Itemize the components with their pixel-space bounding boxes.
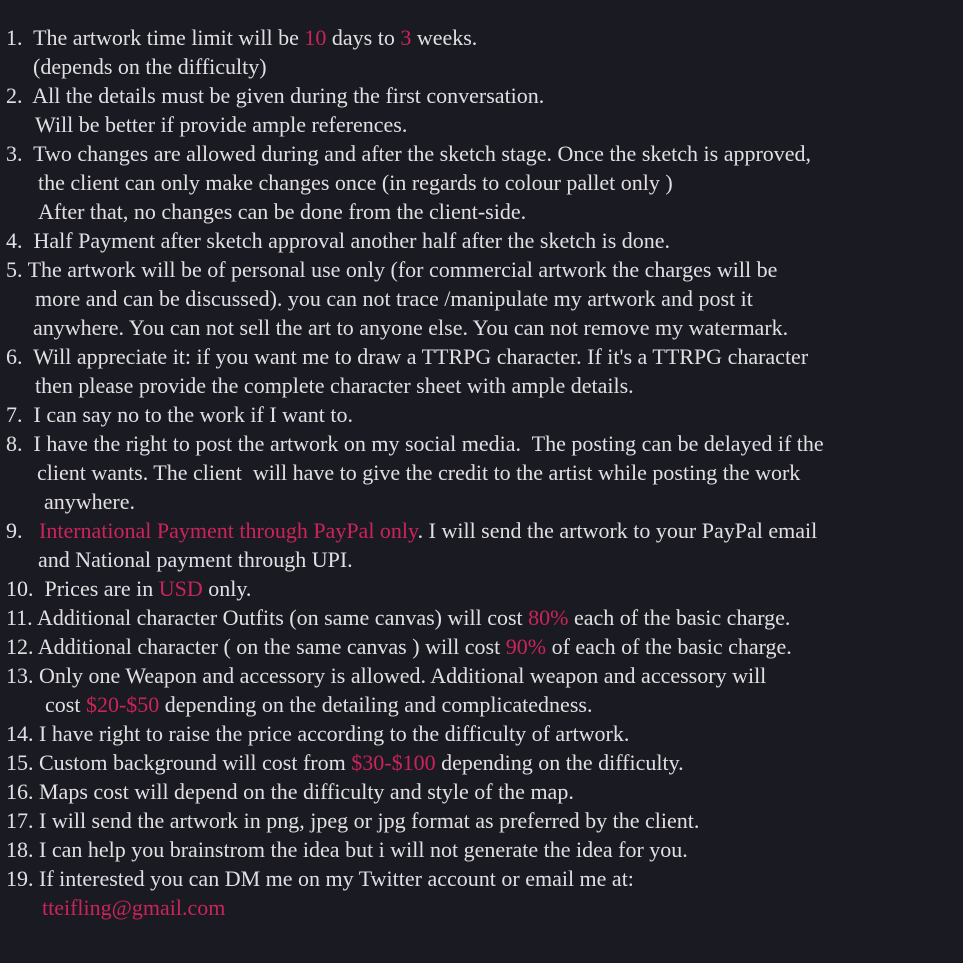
terms-line: [0, 23, 963, 52]
highlighted-text: International Payment through PayPal only: [39, 518, 418, 543]
text-segment: 16. Maps cost will depend on the difficulty and style of the map.: [6, 779, 574, 804]
terms-line: [0, 168, 963, 197]
terms-line: [0, 661, 963, 690]
text-segment: 14. I have right to raise the price according to the difficulty of artwork.: [6, 721, 630, 746]
email-address: tteifling@gmail.com: [42, 895, 226, 920]
terms-line: [0, 284, 963, 313]
terms-line: [0, 806, 963, 835]
terms-line: [0, 690, 963, 719]
terms-line: [0, 893, 963, 922]
text-segment: client wants. The client will have to give the credit to the artist while posting the work: [37, 460, 801, 485]
text-segment: of each of the basic charge.: [546, 634, 792, 659]
text-segment: 1. The artwork time limit will be: [6, 25, 305, 50]
text-segment: anywhere.: [44, 489, 136, 514]
terms-line: [0, 458, 963, 487]
terms-line: [0, 110, 963, 139]
text-segment: . I will send the artwork to your PayPal email: [417, 518, 818, 543]
text-segment: Will be better if provide ample references.: [35, 112, 408, 137]
text-segment: only.: [202, 576, 252, 601]
terms-line: [0, 313, 963, 342]
terms-line: [0, 719, 963, 748]
text-segment: 11. Additional character Outfits (on same canvas) will cost: [6, 605, 529, 630]
text-segment: depending on the difficulty.: [435, 750, 684, 775]
text-segment: depending on the detailing and complicatedness.: [159, 692, 593, 717]
text-segment: 5. The artwork will be of personal use only (for commercial artwork the charges will be: [6, 257, 778, 282]
text-segment: 9.: [6, 518, 39, 543]
terms-line: [0, 52, 963, 81]
terms-line: [0, 516, 963, 545]
text-segment: After that, no changes can be done from the client-side.: [38, 199, 527, 224]
terms-line: [0, 545, 963, 574]
text-segment: 12. Additional character ( on the same canvas ) will cost: [6, 634, 506, 659]
text-segment: 7. I can say no to the work if I want to.: [6, 402, 354, 427]
text-segment: then please provide the complete character sheet with ample details.: [35, 373, 634, 398]
text-segment: 2. All the details must be given during the first conversation.: [6, 83, 545, 108]
text-segment: more and can be discussed). you can not trace /manipulate my artwork and post it: [35, 286, 753, 311]
text-segment: (depends on the difficulty): [33, 54, 267, 79]
text-segment: and National payment through UPI.: [38, 547, 353, 572]
terms-list: [0, 23, 963, 922]
terms-line: [0, 81, 963, 110]
terms-line: [0, 864, 963, 893]
terms-line: [0, 632, 963, 661]
text-segment: 18. I can help you brainstrom the idea but i will not generate the idea for you.: [6, 837, 688, 862]
text-segment: weeks.: [411, 25, 478, 50]
terms-line: [0, 574, 963, 603]
text-segment: each of the basic charge.: [568, 605, 791, 630]
text-segment: 8. I have the right to post the artwork on my social media. The posting can be delayed if the: [6, 431, 824, 456]
terms-line: [0, 197, 963, 226]
text-segment: 17. I will send the artwork in png, jpeg or jpg format as preferred by the client.: [6, 808, 700, 833]
terms-line: [0, 371, 963, 400]
text-segment: 13. Only one Weapon and accessory is allowed. Additional weapon and accessory will: [6, 663, 767, 688]
terms-line: [0, 777, 963, 806]
highlighted-text: $30-$100: [351, 750, 436, 775]
terms-line: [0, 487, 963, 516]
text-segment: cost: [45, 692, 86, 717]
text-segment: 19. If interested you can DM me on my Twitter account or email me at:: [6, 866, 634, 891]
text-segment: days to: [326, 25, 401, 50]
highlighted-text: USD: [158, 576, 203, 601]
terms-line: [0, 603, 963, 632]
text-segment: 3. Two changes are allowed during and after the sketch stage. Once the sketch is approved,: [6, 141, 812, 166]
terms-line: [0, 342, 963, 371]
terms-line: [0, 429, 963, 458]
highlighted-text: 80%: [528, 605, 569, 630]
text-segment: 10. Prices are in: [6, 576, 159, 601]
terms-line: [0, 835, 963, 864]
text-segment: the client can only make changes once (in regards to colour pallet only ): [38, 170, 673, 195]
highlighted-text: 10: [304, 25, 327, 50]
highlighted-text: $20-$50: [85, 692, 160, 717]
text-segment: 15. Custom background will cost from: [6, 750, 352, 775]
text-segment: 6. Will appreciate it: if you want me to draw a TTRPG character. If it's a TTRPG character: [6, 344, 809, 369]
highlighted-text: 90%: [505, 634, 547, 659]
text-segment: anywhere. You can not sell the art to anyone else. You can not remove my watermark.: [33, 315, 789, 340]
terms-line: [0, 255, 963, 284]
terms-line: [0, 139, 963, 168]
terms-line: [0, 400, 963, 429]
terms-line: [0, 748, 963, 777]
highlighted-text: 3: [400, 25, 412, 50]
terms-line: [0, 226, 963, 255]
text-segment: 4. Half Payment after sketch approval another half after the sketch is done.: [6, 228, 671, 253]
